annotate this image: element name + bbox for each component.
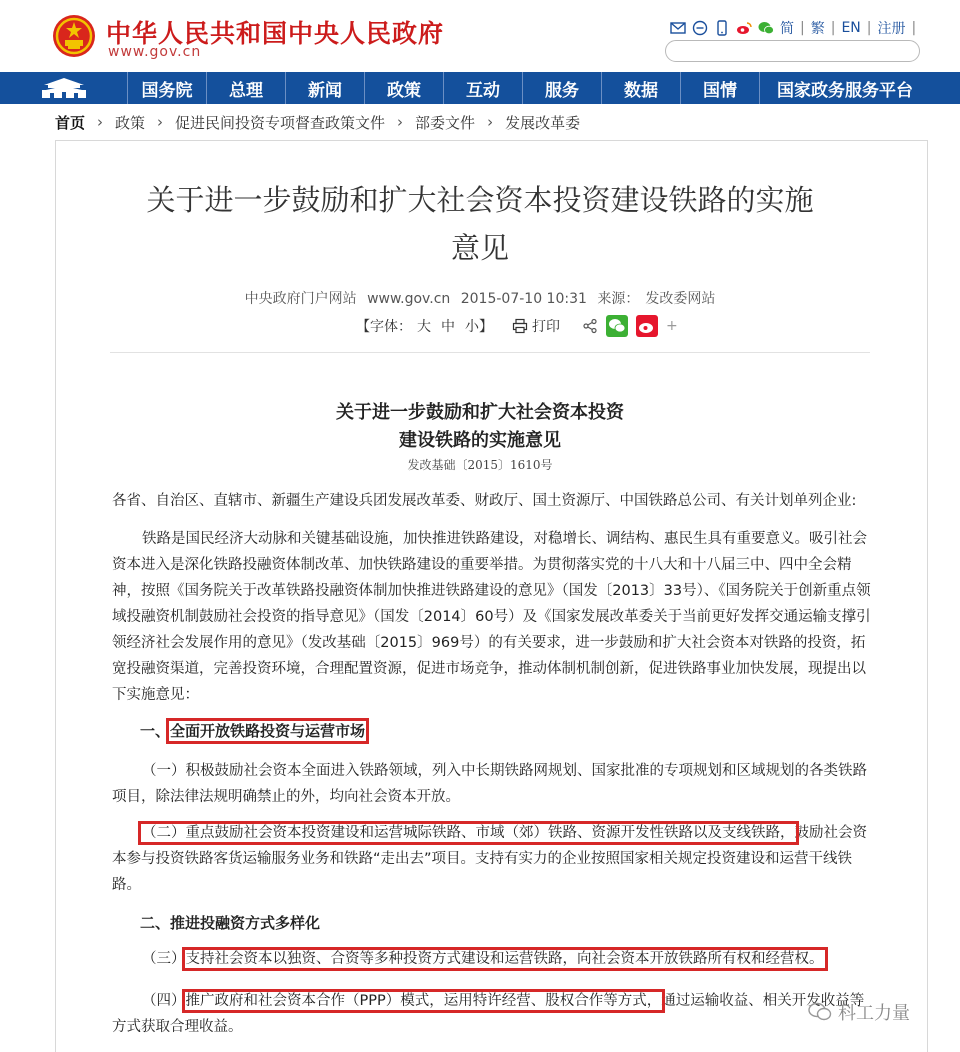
article-source: 中央政府门户网站 [244,291,357,307]
main-nav [0,72,960,104]
article-tools [356,314,678,338]
national-emblem-icon[interactable] [52,14,96,58]
nav-item-state-council[interactable]: 国务院 [128,72,207,104]
nav-item-interaction[interactable]: 互动 [444,72,523,104]
print-button[interactable]: 打印 [532,319,560,335]
article-site: www.gov.cn [367,291,451,307]
breadcrumb-home[interactable]: 首页 [55,113,86,132]
item-1: （一）积极鼓励社会资本全面进入铁路领域，列入中长期铁路网规划、国家批准的专项规划和区域规划的各类铁路项目，除法律法规明确禁止的外，均向社会资本开放。 [112,763,867,805]
site-header [0,0,960,72]
document-title-line-1: 关于进一步鼓励和扩大社会资本投资 [336,402,624,423]
watermark-text: 科工力量 [838,1003,910,1024]
tiananmen-icon [38,76,90,100]
nav-item-national-profile[interactable]: 国情 [681,72,760,104]
share-icon[interactable] [582,318,598,334]
separator: | [911,20,917,36]
weibo-icon[interactable] [736,20,752,36]
section-2-heading: 二、推进投融资方式多样化 [140,914,321,932]
item-4-highlight: 推广政府和社会资本合作（PPP）模式，运用特许经营、股权合作等方式， [185,993,662,1009]
weibo-share-icon[interactable] [636,315,658,337]
nav-item-premier[interactable]: 总理 [207,72,286,104]
item-3-prefix: （三） [142,951,186,967]
nav-item-data[interactable]: 数据 [602,72,681,104]
document-intro: 铁路是国民经济大动脉和关键基础设施，加快推进铁路建设，对稳增长、调结构、惠民生具有重要意义。吸引社会资本进入是深化铁路投融资体制改革、加快铁路建设的重要举措。为贯彻落实党的十八大和十八届三中、四中全会精神，按照《国务院关于改革铁路投融资体制加快推进铁路建设的意见》（国发〔2013〕33号）、《国务院关于创新重点领域投融资机制鼓励社会投资的指导意见》（国发〔2014〕60号）及《国家发展改革委关于当前更好发挥交通运输支撑引领经济社会发展作用的意见》（发改基础〔2015〕969号）的有关要求，进一步鼓励和扩大社会资本对铁路的投资，拓宽投融资渠道，完善投资环境，合理配置资源，促进市场竞争，推动体制机制创新，促进铁路事业加快发展，现提出以下实施意见： [112,531,871,703]
share-more-button[interactable]: + [666,318,678,334]
site-title[interactable]: 中华人民共和国中央人民政府 [106,19,445,48]
chevron-right-icon: › [157,113,164,131]
document-number: 发改基础〔2015〕1610号 [407,458,553,472]
article-origin-label: 来源： [597,291,640,307]
nav-item-policy[interactable]: 政策 [365,72,444,104]
font-size-large-button[interactable]: 大 [417,319,431,335]
chevron-right-icon: › [487,113,494,131]
print-icon[interactable] [512,318,528,334]
item-4 [112,988,872,1040]
separator: | [866,20,872,36]
nav-item-gov-service-platform[interactable]: 国家政务服务平台 [777,80,913,101]
item-3-highlight: 支持社会资本以独资、合资等多种投资方式建设和运营铁路，向社会资本开放铁路所有权和经营权。 [185,951,824,967]
nav-item-services[interactable]: 服务 [523,72,602,104]
wechat-watermark-icon [808,1002,832,1022]
item-3 [112,946,872,972]
breadcrumb-item-policy[interactable]: 政策 [115,113,146,132]
section-1-title-highlight: 全面开放铁路投资与运营市场 [170,722,366,740]
chevron-right-icon: › [397,113,404,131]
mail-icon[interactable] [670,20,686,36]
breadcrumb-item-ndrc[interactable]: 发展改革委 [505,113,581,132]
divider [110,352,870,353]
document-addressees: 各省、自治区、直辖市、新疆生产建设兵团发展改革委、财政厅、国土资源厅、中国铁路总公司、有关计划单列企业: [112,493,857,509]
utility-bar [670,18,922,38]
traditional-chinese-link[interactable]: 繁 [810,21,825,37]
font-size-small-button[interactable]: 小】 [465,319,493,335]
phone-icon[interactable] [714,20,730,36]
headline-line-2: 意见 [450,231,509,265]
item-4-prefix: （四） [142,993,186,1009]
headline-line-1: 关于进一步鼓励和扩大社会资本投资建设铁路的实施 [146,183,814,217]
breadcrumb-item-ministry-docs[interactable]: 部委文件 [415,113,476,132]
font-size-medium-button[interactable]: 中 [441,319,455,335]
wechat-icon[interactable] [758,20,774,36]
watermark [808,1000,910,1024]
item-2-rest: 鼓励社会资本参与投资铁路客货运输服务业务和铁路“走出去”项目。支持有实力的企业按照国家相关规定投资建设和运营干线铁路。 [112,825,867,893]
breadcrumb-item-special-supervision[interactable]: 促进民间投资专项督查政策文件 [175,113,386,132]
separator: | [830,20,836,36]
english-link[interactable]: EN [841,20,861,36]
chevron-right-icon: › [97,113,104,131]
item-2 [112,820,872,898]
article-headline [0,176,960,272]
item-2-highlight: （二）重点鼓励社会资本投资建设和运营城际铁路、市域（郊）铁路、资源开发性铁路以及支线铁路， [142,825,795,841]
document-title-line-2: 建设铁路的实施意见 [399,430,561,451]
section-1-prefix: 一、 [140,722,171,740]
search-input[interactable] [665,40,920,62]
wechat-share-icon[interactable] [606,315,628,337]
nav-home-tiananmen[interactable] [0,72,128,104]
nav-item-news[interactable]: 新闻 [286,72,365,104]
simplified-chinese-link[interactable]: 简 [780,21,794,37]
item-4-rest: 通过运输收益、相关开发收益等方式获取合理收益。 [112,993,865,1035]
article-datetime: 2015-07-10 10:31 [460,291,587,307]
register-link[interactable]: 注册 [877,21,906,37]
article-meta [0,288,960,308]
separator: | [800,20,805,36]
breadcrumb [55,111,580,133]
article-origin: 发改委网站 [645,291,716,307]
minus-icon[interactable] [692,20,708,36]
section-1-heading [140,720,365,741]
site-domain[interactable]: www.gov.cn [108,44,202,60]
font-size-label: 【字体： [356,319,412,335]
